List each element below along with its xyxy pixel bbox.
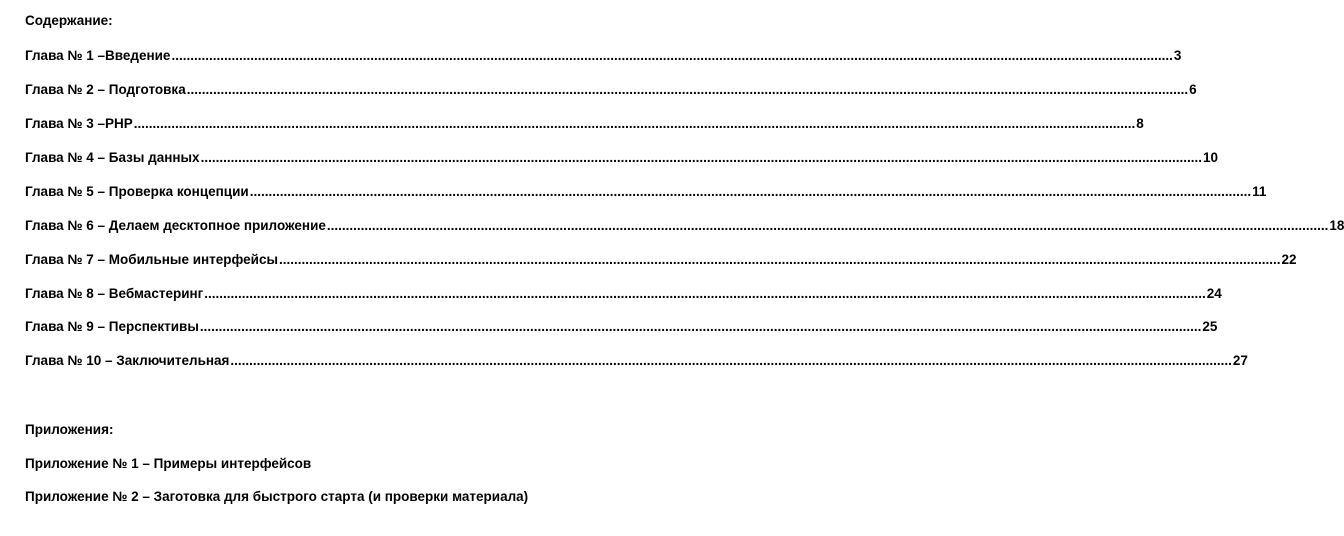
toc-entry-title: Глава № 9 – Перспективы <box>25 319 199 334</box>
toc-entry-page: 8 <box>1136 116 1144 131</box>
appendix-item-1: Приложение № 1 – Примеры интерфейсов <box>25 456 312 471</box>
toc-entry-page: 25 <box>1202 319 1218 334</box>
toc-entry-title: Глава № 3 –PHP <box>25 116 133 131</box>
toc-entry-title: Глава № 10 – Заключительная <box>25 353 230 368</box>
toc-leader-dots: ........................................................................................................................................................................................................................................................................... <box>171 48 1173 63</box>
toc-entry-page: 6 <box>1189 82 1197 97</box>
toc-entry-page: 18 <box>1329 218 1344 233</box>
toc-entry-title: Глава № 8 – Вебмастеринг <box>25 286 204 301</box>
toc-entry-7 <box>25 252 1297 268</box>
toc-entry-title: Глава № 4 – Базы данных <box>25 150 200 165</box>
toc-entry-8 <box>25 286 1222 302</box>
toc-leader-dots: ........................................................................................................................................................................................................................................................................... <box>199 319 1202 334</box>
toc-entry-title: Глава № 1 –Введение <box>25 48 171 63</box>
toc-entry-page: 22 <box>1281 252 1297 267</box>
toc-leader-dots: ........................................................................................................................................................................................................................................................................... <box>133 116 1136 131</box>
toc-entry-title: Глава № 7 – Мобильные интерфейсы <box>25 252 279 267</box>
toc-entry-9 <box>25 319 1218 335</box>
appendix-item-2: Приложение № 2 – Заготовка для быстрого старта (и проверки материала) <box>25 489 529 504</box>
toc-entry-3 <box>25 116 1144 132</box>
toc-heading: Содержание: <box>25 13 113 28</box>
toc-entry-10 <box>25 353 1248 369</box>
toc-entry-title: Глава № 2 – Подготовка <box>25 82 186 97</box>
toc-entry-page: 10 <box>1203 150 1219 165</box>
toc-leader-dots: ........................................................................................................................................................................................................................................................................... <box>326 218 1329 233</box>
toc-entry-page: 24 <box>1206 286 1222 301</box>
toc-entry-page: 3 <box>1173 48 1182 63</box>
toc-leader-dots: ........................................................................................................................................................................................................................................................................... <box>279 252 1281 267</box>
toc-entry-4 <box>25 150 1219 166</box>
toc-entry-title: Глава № 6 – Делаем десктопное приложение <box>25 218 326 233</box>
toc-leader-dots: ........................................................................................................................................................................................................................................................................... <box>186 82 1189 97</box>
appendices-heading: Приложения: <box>25 422 114 437</box>
toc-leader-dots: ........................................................................................................................................................................................................................................................................... <box>200 150 1203 165</box>
toc-entry-1 <box>25 48 1182 64</box>
toc-entry-title: Глава № 5 – Проверка концепции <box>25 184 249 199</box>
toc-entry-page: 27 <box>1232 353 1248 368</box>
toc-entry-5 <box>25 184 1267 200</box>
toc-entry-2 <box>25 82 1197 98</box>
toc-leader-dots: ........................................................................................................................................................................................................................................................................... <box>249 184 1252 199</box>
toc-entry-page: 11 <box>1252 184 1267 199</box>
toc-leader-dots: ........................................................................................................................................................................................................................................................................... <box>204 286 1206 301</box>
toc-entry-6 <box>25 218 1344 234</box>
toc-leader-dots: ........................................................................................................................................................................................................................................................................... <box>230 353 1232 368</box>
